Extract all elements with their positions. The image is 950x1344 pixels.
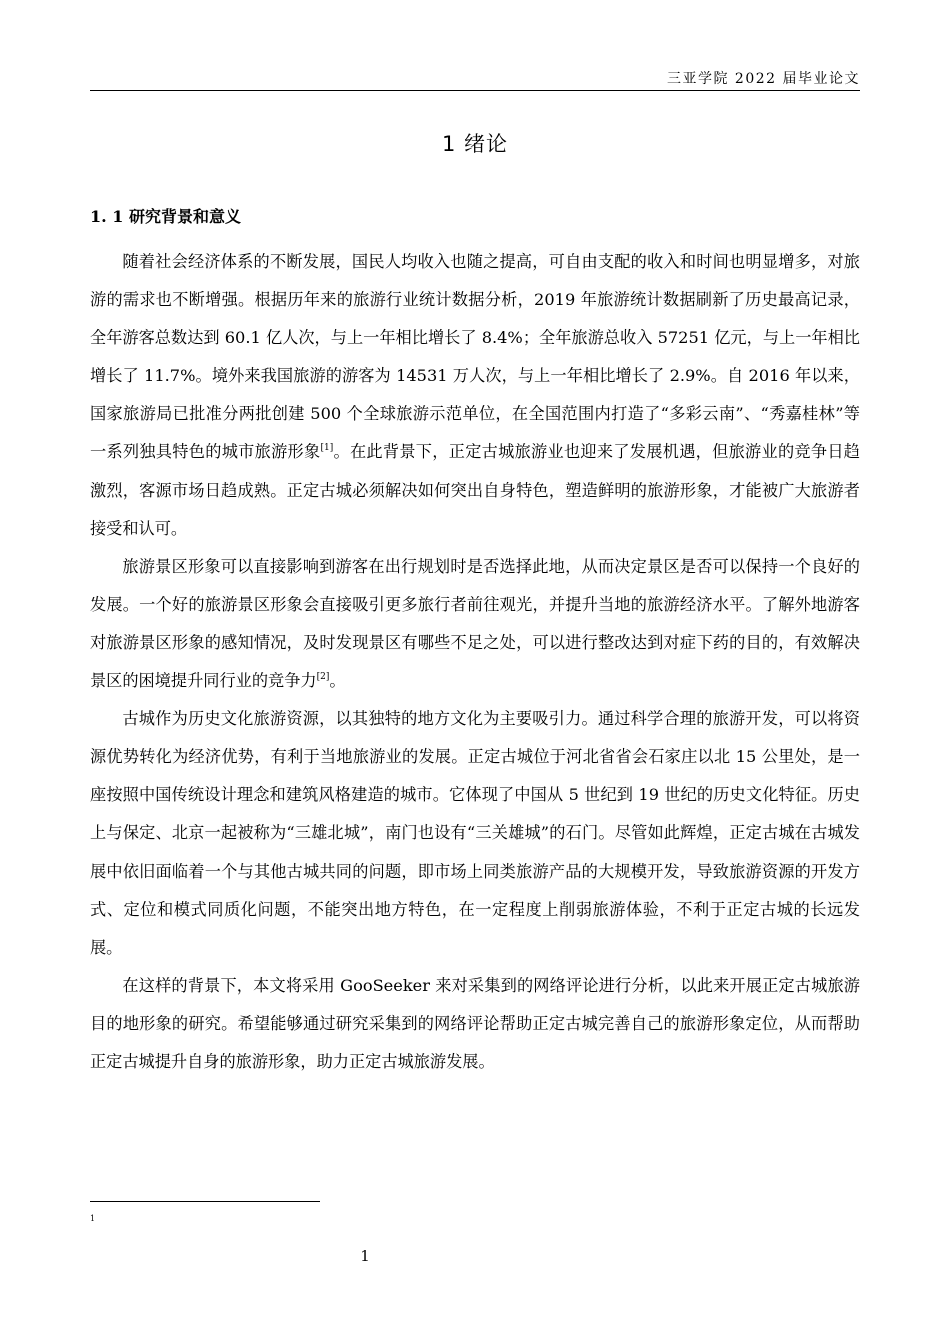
chapter-title: 1 绪论 (441, 132, 509, 156)
footnote-mark: 1 (90, 1214, 96, 1223)
paragraph-2-text-b: 。 (329, 671, 346, 691)
paragraph-4 (90, 967, 860, 1081)
footnote-rule (90, 1201, 320, 1202)
paragraph-2-text-a: 旅游景区形象可以直接影响到游客在出行规划时是否选择此地，从而决定景区是否可以保持一个良好的发展。一个好的旅游景区形象会直接吸引更多旅行者前往观光，并提升当地的旅游经济水平。了解外地游客对旅游景区形象的感知情况，及时发现景区有哪些不足之处，可以进行整改达到对症下药的目的，有效解决景区的困境提升同行业的竞争力 (90, 556, 860, 691)
running-header: 三亚学院 2022 届毕业论文 (666, 71, 860, 87)
body-text (90, 243, 860, 1081)
header-rule (90, 90, 860, 91)
paragraph-2 (90, 548, 860, 700)
section-heading: 1. 1 研究背景和意义 (90, 207, 241, 226)
paragraph-1-text-b: 。在此背景下，正定古城旅游业也迎来了发展机遇，但旅游业的竞争日趋激烈，客源市场日趋成熟。正定古城必须解决如何突出自身特色，塑造鲜明的旅游形象，才能被广大旅游者接受和认可。 (90, 442, 860, 538)
paragraph-3 (90, 700, 860, 967)
paragraph-1 (90, 243, 860, 548)
citation-ref-2: [2] (316, 672, 330, 683)
citation-ref-1: [1] (320, 443, 334, 454)
paragraph-4-text: 在这样的背景下，本文将采用 GooSeeker 来对采集到的网络评论进行分析，以此来开展正定古城旅游目的地形象的研究。希望能够通过研究采集到的网络评论帮助正定古城完善自己的旅游形象定位，从而帮助正定古城提升自身的旅游形象，助力正定古城旅游发展。 (90, 975, 860, 1071)
page-number: 1 (360, 1247, 370, 1265)
paragraph-1-text-a: 随着社会经济体系的不断发展，国民人均收入也随之提高，可自由支配的收入和时间也明显增多，对旅游的需求也不断增强。根据历年来的旅游行业统计数据分析，2019 年旅游统计数据刷新了历史最高记录，全年游客总数达到 60.1 亿人次，与上一年相比增长了 8.4%；全年旅游总收入 57251 亿元，与上一年相比增长了 11.7%。境外来我国旅游的游客为 14531 万人次，与上一年相比增长了 2.9%。自 2016 年以来，国家旅游局已批准分两批创建 500 个全球旅游示范单位，在全国范围内打造了“多彩云南”、“秀嘉桂林”等一系列独具特色的城市旅游形象 (90, 252, 860, 462)
paragraph-3-text: 古城作为历史文化旅游资源，以其独特的地方文化为主要吸引力。通过科学合理的旅游开发，可以将资源优势转化为经济优势，有利于当地旅游业的发展。正定古城位于河北省省会石家庄以北 15 公里处，是一座按照中国传统设计理念和建筑风格建造的城市。它体现了中国从 5 世纪到 19 世纪的历史文化特征。历史上与保定、北京一起被称为“三雄北城”，南门也设有“三关雄城”的石门。尽管如此辉煌，正定古城在古城发展中依旧面临着一个与其他古城共同的问题，即市场上同类旅游产品的大规模开发，导致旅游资源的开发方式、定位和模式同质化问题，不能突出地方特色，在一定程度上削弱旅游体验，不利于正定古城的长远发展。 (90, 709, 860, 957)
